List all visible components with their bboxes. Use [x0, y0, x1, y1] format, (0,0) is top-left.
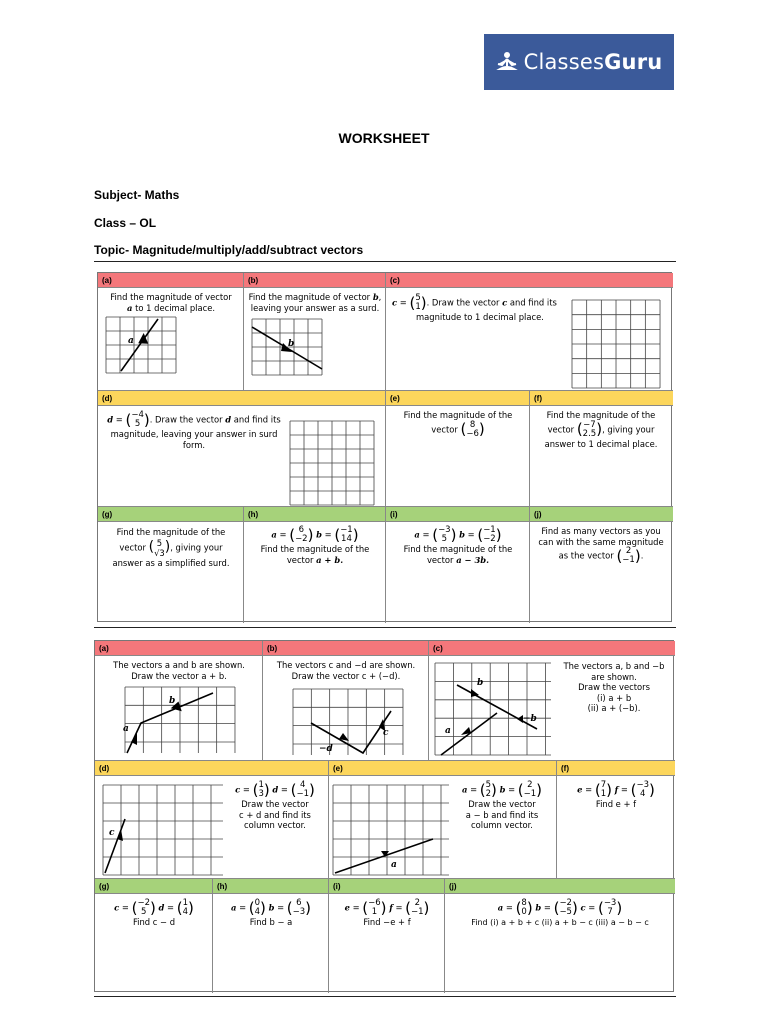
column-vector: (1 3): [252, 780, 270, 799]
question-text: Find (i) a + b + c (ii) a + b − c (iii) a − b − c: [471, 918, 649, 927]
question-label: (b): [244, 273, 385, 288]
question-text: leaving your answer as a surd.: [250, 302, 380, 313]
question-text: Find as many vectors as you: [541, 526, 661, 536]
blank-grid: [572, 300, 660, 388]
question-label: (f): [530, 391, 673, 406]
question-text: Find e + f: [595, 799, 637, 809]
question-2c: [429, 641, 675, 761]
question-label: (h): [213, 879, 328, 894]
question-label: (c): [386, 273, 673, 288]
svg-text:a: a: [391, 860, 397, 870]
column-vector: ( 2 −1): [616, 546, 641, 565]
subject-line: Subject- Maths: [94, 188, 180, 202]
question-label: (i): [386, 507, 529, 522]
column-vector: ( 2 −1): [517, 780, 543, 799]
question-2g: (g) c = (−2 5 ) d = (1 4) Find c − d: [95, 879, 213, 993]
question-text: to 1 decimal place.: [135, 302, 216, 313]
question-text: answer as a simplified surd.: [112, 557, 230, 568]
question-2a: [95, 641, 263, 761]
column-vector: (−4 5 ): [125, 410, 150, 429]
column-vector: (7 1): [594, 780, 612, 799]
question-label: (i): [329, 879, 444, 894]
question-label: (g): [98, 507, 243, 522]
question-text: Draw the vector: [241, 799, 309, 809]
question-text: vector: [119, 542, 146, 552]
vector-grid: [333, 785, 449, 875]
worksheet-two: [94, 640, 674, 992]
question-text: column vector.: [244, 820, 306, 830]
question-1c: (c) c = (5 1). Draw the vector c and find its magnitude to 1 decimal place.: [386, 273, 673, 391]
question-label: (h): [244, 507, 385, 522]
column-vector: (8 0): [515, 898, 533, 917]
vector-grid: [293, 689, 403, 755]
worksheet-one: [97, 272, 672, 622]
column-vector: (0 4): [248, 898, 266, 917]
question-text: column vector.: [471, 820, 533, 830]
question-text: Find the magnitude of the: [403, 544, 513, 554]
blank-grid: [290, 421, 374, 505]
question-label: (e): [386, 391, 529, 406]
divider: [94, 261, 676, 262]
question-text: Draw the vector: [468, 799, 536, 809]
question-label: (c): [429, 641, 675, 656]
question-text: The vectors c and −d are shown.: [276, 660, 416, 670]
question-text: Find the magnitude of the: [546, 410, 656, 420]
question-label: (d): [98, 391, 385, 406]
question-label: (d): [95, 761, 328, 776]
question-2d: (d) c c = (1 3) d = ( 4 −1) Draw the vector c + d and find its column vector.: [95, 761, 329, 879]
column-vector: (−2 5 ): [131, 898, 156, 917]
question-1d: (d) d = (−4 5 ). Draw the vector d and find its magnitude, leaving your answer in surd form.: [98, 391, 386, 507]
question-1h: (h) a = ( 6 −2) b = (−1 14) Find the magnitude of the vector a + b.: [244, 507, 386, 623]
column-vector: ( 6 −3): [286, 898, 312, 917]
question-text: magnitude to 1 decimal place.: [416, 312, 544, 322]
question-label: (j): [445, 879, 675, 894]
vector-grid: [252, 319, 322, 375]
question-text: (ii) a + (−b).: [587, 703, 641, 713]
column-vector: ( 6 −2): [289, 525, 314, 544]
vector-grid: [103, 785, 223, 875]
question-text: , giving your: [170, 542, 223, 552]
column-vector: (−7 2.5): [576, 419, 603, 439]
question-text: c + d and find its: [239, 809, 311, 820]
question-text: Find −e + f: [363, 917, 411, 927]
question-1i: (i) a = (−3 5 ) b = (−1 −2) Find the magnitude of the vector a − 3b.: [386, 507, 530, 623]
question-text: vector: [426, 554, 454, 565]
vector-grid: [125, 687, 235, 755]
question-text: as the vector: [558, 550, 614, 561]
question-text: Find c − d: [132, 917, 176, 927]
svg-text:−d: −d: [319, 744, 333, 754]
question-label: (a): [98, 273, 243, 288]
topic-line: Topic- Magnitude/multiply/add/subtract vectors: [94, 243, 364, 257]
question-1j: (j) Find as many vectors as you can with the same magnitude as the vector ( 2 −1).: [530, 507, 673, 623]
question-1e: [386, 391, 530, 507]
vector-grid: [106, 317, 176, 373]
column-vector: (−1 14): [334, 525, 359, 544]
column-vector: (1 4): [176, 898, 194, 917]
question-label: (a): [95, 641, 262, 656]
column-vector: ( 2 −1): [405, 898, 430, 917]
svg-text:b: b: [169, 696, 176, 706]
question-text: magnitude, leaving your answer in surd: [110, 429, 278, 439]
vector-grid: [435, 663, 551, 757]
brand-logo: [484, 34, 674, 90]
svg-text:a: a: [123, 724, 129, 734]
question-text: vector: [286, 554, 314, 565]
column-vector: ( 8 −6): [460, 419, 485, 439]
column-vector: (5 2): [479, 780, 497, 799]
question-text: can with the same magnitude: [538, 536, 664, 547]
column-vector: (−3 7 ): [597, 898, 623, 917]
question-2j: (j) a = (8 0) b = (−2 −5) c = (−3 7 ) Find (i) a + b + c (ii) a + b − c (iii) a − b − c: [445, 879, 675, 993]
question-text: , giving your: [602, 424, 655, 434]
question-1b: (b) Find the magnitude of vector b, leaving your answer as a surd. b: [244, 273, 386, 391]
svg-text:−b: −b: [523, 714, 537, 724]
question-text: form.: [182, 439, 206, 450]
svg-text:a: a: [445, 726, 451, 736]
column-vector: (−3 5 ): [432, 525, 457, 544]
question-text: Find the magnitude of vector: [110, 292, 232, 302]
question-text: Find the magnitude of the: [260, 544, 370, 554]
question-text: The vectors a and b are shown.: [113, 660, 245, 670]
question-label: (b): [263, 641, 428, 656]
question-text: and find its: [509, 297, 557, 308]
question-text: answer to 1 decimal place.: [544, 438, 658, 449]
question-text: Draw the vectors: [578, 682, 650, 692]
column-vector: (5 1): [409, 293, 427, 312]
svg-text:b: b: [477, 678, 484, 688]
question-text: (i) a + b: [596, 692, 632, 703]
question-label: (g): [95, 879, 212, 894]
column-vector: (−6 1 ): [362, 898, 387, 917]
divider: [94, 996, 676, 997]
question-label: (e): [329, 761, 556, 776]
question-text: Find the magnitude of the: [403, 410, 513, 420]
svg-text:a: a: [128, 336, 134, 346]
question-text: Draw the vector a + b.: [131, 670, 227, 681]
page-title: WORKSHEET: [338, 130, 430, 146]
column-vector: ( 4 −1): [290, 780, 315, 799]
meditation-figure-icon: [496, 51, 518, 73]
question-2i: (i) e = (−6 1 ) f = ( 2 −1) Find −e + f: [329, 879, 445, 993]
question-2h: (h) a = (0 4) b = ( 6 −3) Find b − a: [213, 879, 329, 993]
svg-text:c: c: [109, 828, 115, 838]
svg-text:b: b: [288, 339, 295, 349]
question-text: are shown.: [591, 671, 637, 682]
question-label: (j): [530, 507, 673, 522]
question-text: vector: [431, 424, 458, 434]
question-2f: (f) e = (7 1) f = (−3 4 ) Find e + f: [557, 761, 675, 879]
question-text: Draw the vector c + (−d).: [291, 670, 401, 681]
question-1g: (g) Find the magnitude of the vector ( 5 √3), giving your answer as a simplified surd.: [98, 507, 244, 623]
brand-name: ClassesGuru: [523, 50, 663, 74]
question-text: . Draw the vector: [426, 297, 500, 308]
question-2b: [263, 641, 429, 761]
column-vector: (−2 −5): [553, 898, 578, 917]
question-text: vector: [547, 424, 575, 434]
column-vector: (−1 −2): [477, 525, 502, 544]
question-text: Find the magnitude of vector: [248, 292, 371, 302]
question-text: . Draw the vector: [149, 414, 223, 425]
question-text: The vectors a, b and −b: [563, 661, 665, 671]
class-line: Class – OL: [94, 216, 157, 230]
question-2e: (e) a a = (5 2) b = ( 2 −1) Draw the vector a − b and find its column vector.: [329, 761, 557, 879]
question-text: and find its: [233, 414, 281, 425]
question-text: a − b and find its: [465, 809, 539, 820]
divider: [94, 627, 676, 628]
question-text: Find b − a: [249, 917, 293, 927]
column-vector: (−3 4 ): [630, 780, 655, 799]
question-1a: (a) Find the magnitude of vector a to 1 decimal place. a: [98, 273, 244, 391]
question-1f: [530, 391, 673, 507]
svg-text:c: c: [383, 728, 389, 738]
question-text: Find the magnitude of the: [116, 527, 226, 537]
question-label: (f): [557, 761, 675, 776]
